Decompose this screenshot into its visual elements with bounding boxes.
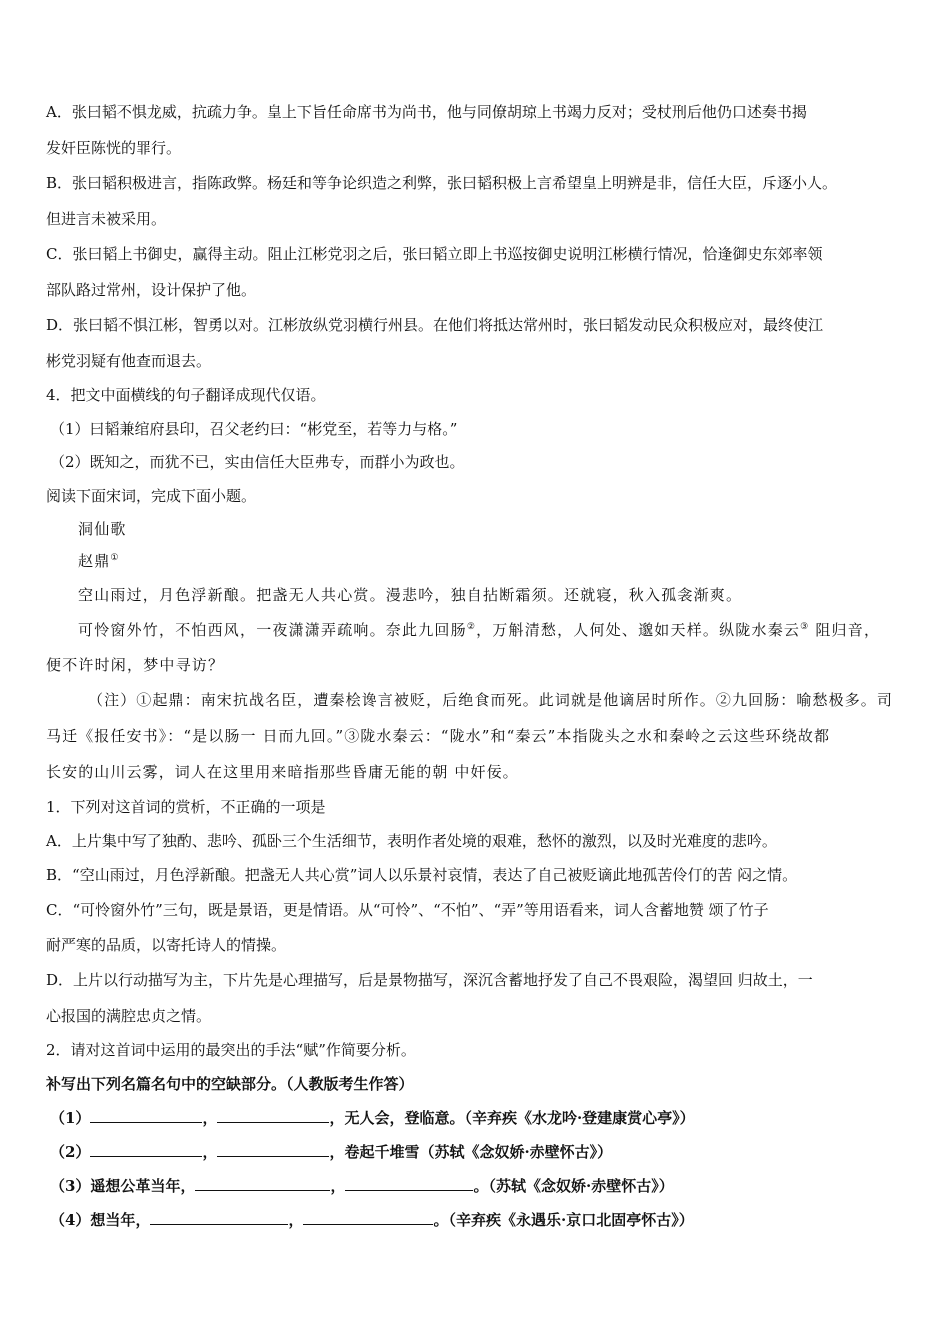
poem-q2: 2．请对这首词中运用的最突出的手法“赋”作简要分析。 — [46, 1041, 416, 1059]
q3-option-d-line2: 彬党羽疑有他查而退去。 — [46, 352, 212, 370]
fill-item-2-after: ，卷起千堆雪（苏轼《念奴娇·赤壁怀古》） — [329, 1143, 613, 1161]
fill-item-4-after: 。（辛弃疾《永遇乐·京口北固亭怀古》） — [433, 1211, 694, 1229]
q3-option-c-line2: 部队路过常州，设计保护了他。 — [46, 281, 257, 299]
poem-note-2: 马迁《报任安书》：“是以肠一 日而九回。”③陇水秦云：“陇水”和“秦云”本指陇头之水和秦岭之云这些环绕故都 — [46, 727, 831, 745]
fill-blank[interactable] — [195, 1176, 330, 1191]
poem-note-3: 长安的山川云雾，词人在这里用来暗指那些昏庸无能的朝 中奸佞。 — [46, 763, 519, 781]
fill-item-1-num: （1） — [50, 1109, 91, 1127]
q4-sentence-1: （1）曰韬兼绾府县印，召父老约曰：“彬党至，若等力与格。” — [50, 420, 458, 438]
poem-q1-stem: 1．下列对这首词的赏析，不正确的一项是 — [46, 798, 326, 816]
fill-blank[interactable] — [303, 1210, 433, 1225]
fill-blank[interactable] — [90, 1108, 202, 1123]
poem-intro: 阅读下面宋词，完成下面小题。 — [46, 487, 257, 505]
fill-title: 补写出下列名篇名句中的空缺部分。（人教版考生作答） — [46, 1075, 414, 1093]
fill-item-3-comma: ， — [330, 1177, 346, 1195]
fill-blank[interactable] — [217, 1108, 329, 1123]
poem-q1-option-c-line1: C．“可怜窗外竹”三句，既是景语，更是情语。从“可怜”、“不怕”、“弄”等用语看来，词人含蓄地赞 颂了竹子 — [46, 901, 769, 919]
fill-item-4 — [50, 1210, 694, 1230]
fill-blank[interactable] — [217, 1142, 329, 1157]
poem-line-2b: ，万斛清愁，人何处、邈如天样。纵陇水秦云 — [476, 621, 801, 639]
poem-author-name: 赵鼎 — [78, 552, 111, 570]
q3-option-a-line2: 发奸臣陈恍的罪行。 — [46, 139, 182, 157]
poem-line-2a: 可怜窗外竹，不怕西风，一夜潇潇弄疏响。奈此九回肠 — [78, 621, 467, 639]
q4-title: 4．把文中面横线的句子翻译成现代仅语。 — [46, 386, 326, 404]
fill-item-1-comma: ， — [202, 1109, 218, 1127]
q3-option-d-line1: D．张曰韬不惧江彬，智勇以对。江彬放纵党羽横行州县。在他们将抵达常州时，张曰韬发动民众积极应对，最终使江 — [46, 316, 824, 334]
q3-option-c-line1: C．张曰韬上书御史，赢得主动。阻止江彬党羽之后，张曰韬立即上书巡按御史说明江彬横行情况，恰逢御史东郊率领 — [46, 245, 823, 263]
footnote-mark-2: ② — [466, 622, 477, 632]
fill-item-4-comma: ， — [288, 1211, 304, 1229]
poem-line-3: 便不许时闲，梦中寻访？ — [46, 656, 225, 674]
fill-blank[interactable] — [150, 1210, 288, 1225]
q3-option-b-line2: 但进言未被采用。 — [46, 210, 167, 228]
fill-blank[interactable] — [90, 1142, 202, 1157]
fill-item-3-num: （3）遥想公革当年， — [50, 1177, 196, 1195]
poem-note-1: （注）①起鼎：南宋抗战名臣，遭秦桧谗言被贬，后绝食而死。此词就是他谪居时所作。②九回肠：喻愁极多。司 — [88, 691, 894, 709]
poem-line-2c: 阻归音， — [809, 621, 881, 639]
poem-q1-option-c-line2: 耐严寒的品质，以寄托诗人的情操。 — [46, 936, 287, 954]
q3-option-a-line1: A．张曰韬不惧龙威，抗疏力争。皇上下旨任命席书为尚书，他与同僚胡琼上书竭力反对；受杖刑后他仍口述奏书揭 — [46, 103, 807, 121]
poem-q1-option-b: B．“空山雨过，月色浮新酿。把盏无人共心赏”词人以乐景衬哀情，表达了自己被贬谪此地孤苦伶仃的苦 闷之情。 — [46, 866, 798, 884]
poem-title: 洞仙歌 — [78, 520, 127, 538]
fill-item-2-comma: ， — [202, 1143, 218, 1161]
fill-item-1-after: ，无人会，登临意。（辛弃疾《水龙吟·登建康赏心亭》） — [329, 1109, 695, 1127]
poem-line-1: 空山雨过，月色浮新酿。把盏无人共心赏。漫悲吟，独自拈断霜须。还就寝，秋入孤衾渐爽。 — [78, 586, 743, 604]
poem-q1-option-d-line2: 心报国的满腔忠贞之情。 — [46, 1007, 212, 1025]
fill-blank[interactable] — [345, 1176, 473, 1191]
footnote-mark-1: ① — [110, 553, 120, 563]
fill-item-1 — [50, 1108, 695, 1128]
poem-author — [78, 551, 120, 571]
fill-item-2-num: （2） — [50, 1143, 91, 1161]
q4-sentence-2: （2）既知之，而犹不已，实由信任大臣弗专，而群小为政也。 — [50, 453, 465, 471]
poem-q1-option-d-line1: D．上片以行动描写为主，下片先是心理描写，后是景物描写，深沉含蓄地抒发了自己不畏艰险，渴望回 归故土，一 — [46, 971, 813, 989]
fill-item-4-num: （4）想当年， — [50, 1211, 151, 1229]
fill-item-3 — [50, 1176, 674, 1196]
fill-item-2 — [50, 1142, 612, 1162]
footnote-mark-3: ③ — [800, 622, 810, 632]
fill-item-3-after: 。（苏轼《念奴娇·赤壁怀古》） — [473, 1177, 674, 1195]
q3-option-b-line1: B．张曰韬积极进言，指陈政弊。杨廷和等争论织造之利弊，张曰韬积极上言希望皇上明辨是非，信任大臣，斥逐小人。 — [46, 174, 838, 192]
poem-line-2 — [78, 620, 880, 640]
poem-q1-option-a: A．上片集中写了独酌、悲吟、孤卧三个生活细节，表明作者处境的艰难，愁怀的激烈，以及时光难度的悲吟。 — [46, 832, 777, 850]
